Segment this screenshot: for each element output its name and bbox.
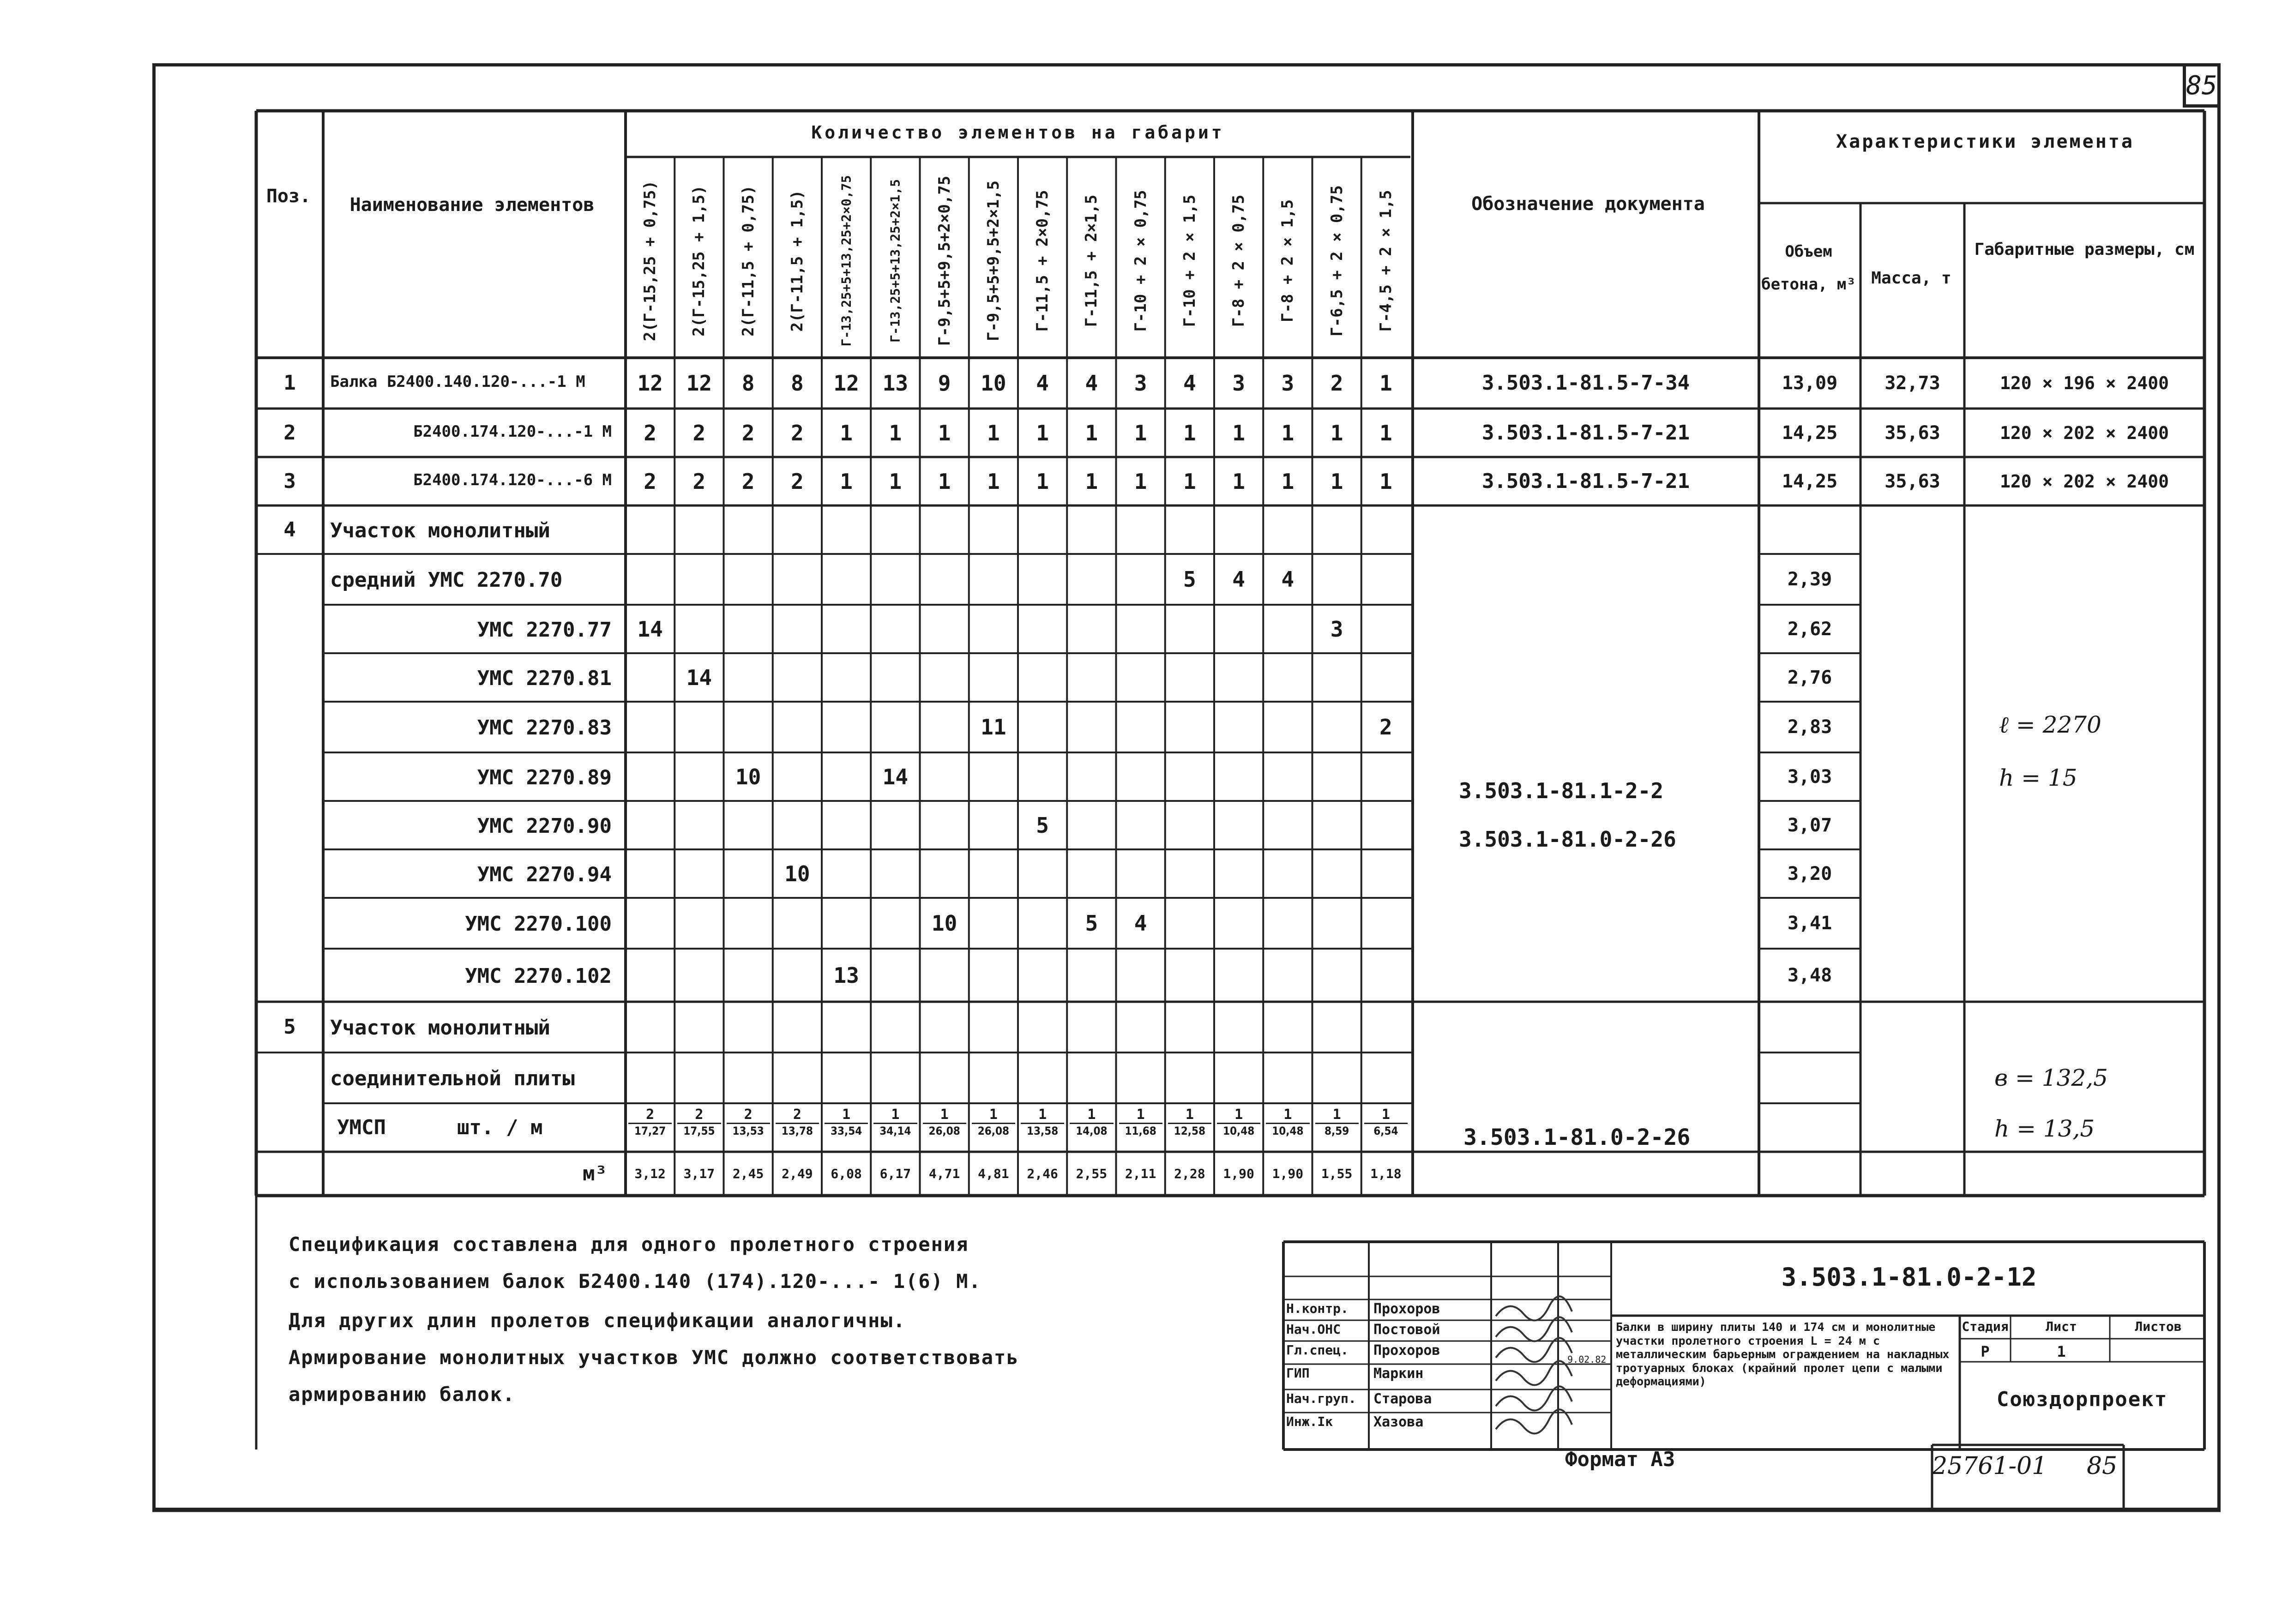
row-name: Участок монолитный [330, 518, 550, 542]
stamp-stage: Р [1981, 1343, 1990, 1360]
stamp-role: Нач.ОНС [1286, 1322, 1341, 1337]
gabarit-header: Г-8 + 2 × 1,5 [1278, 199, 1297, 323]
dims-section4-h: h = 15 [1999, 764, 2077, 791]
row-volume: 13,09 [1782, 373, 1838, 394]
gabarit-header: Г-11,5 + 2×1,5 [1082, 194, 1101, 327]
row-name: соединительной плиты [330, 1067, 575, 1090]
stamp-name: Хазова [1373, 1414, 1424, 1430]
qty-cell: 12 [686, 371, 712, 396]
qty-cell: 2 [692, 420, 706, 445]
qty-cell: 8 [791, 371, 804, 396]
row-mass: 32,73 [1885, 373, 1940, 394]
stamp-role: Инж.Iк [1286, 1414, 1333, 1429]
stamp-role: Н.контр. [1286, 1301, 1349, 1316]
qty-cell: 14 [637, 616, 663, 642]
qty-cell: 5 [1036, 812, 1049, 838]
dims-section4-l: ℓ = 2270 [1999, 711, 2101, 738]
m3-value: 1,18 [1370, 1166, 1402, 1181]
umsp-fraction [972, 1108, 1015, 1137]
qty-cell: 1 [1232, 469, 1245, 494]
doc-section5: 3.503.1-81.0-2-26 [1463, 1125, 1691, 1150]
umsp-length: 6,54 [1373, 1125, 1398, 1137]
qty-cell: 1 [1036, 420, 1049, 445]
row-volume: 2,39 [1787, 569, 1832, 590]
umsp-length: 13,58 [1026, 1125, 1059, 1137]
umsp-fraction [1168, 1108, 1211, 1137]
umsp-fraction [825, 1108, 868, 1137]
umsp-length: 11,68 [1125, 1125, 1156, 1137]
umsp-fraction [923, 1108, 966, 1137]
qty-cell: 3 [1134, 371, 1147, 396]
qty-cell: 1 [1036, 469, 1049, 494]
gabarit-header: Г-13,25+5+13,25+2×1,5 [887, 179, 903, 343]
row-pos: 4 [283, 517, 296, 541]
umsp-count: 1 [1070, 1108, 1113, 1124]
row-pos: 1 [283, 371, 296, 395]
umsp-fraction [1119, 1108, 1162, 1137]
umsp-length: 10,48 [1222, 1125, 1255, 1137]
umsp-length: 8,59 [1324, 1125, 1349, 1137]
row-name: УМС 2270.100 [465, 912, 612, 936]
m3-value: 2,55 [1076, 1166, 1108, 1181]
qty-cell: 14 [882, 764, 909, 789]
archive-number: 25761-01 [1932, 1452, 2047, 1480]
umsp-length: 10,48 [1272, 1125, 1304, 1137]
umsp-count: 2 [677, 1108, 721, 1124]
row-pos: 5 [283, 1015, 296, 1039]
qty-cell: 10 [981, 371, 1006, 396]
stamp-role: Гл.спец. [1286, 1342, 1349, 1358]
qty-cell: 1 [1379, 371, 1392, 396]
header-name: Наименование элементов [349, 194, 595, 216]
qty-cell: 2 [644, 420, 656, 445]
umsp-fraction [1266, 1108, 1309, 1137]
qty-cell: 2 [791, 420, 804, 445]
row-name: Балка Б2400.140.120-...-1 М [330, 373, 585, 391]
umsp-fraction [1217, 1108, 1260, 1137]
gabarit-header: Г-9,5+5+9,5+2×1,5 [984, 180, 1003, 341]
qty-cell: 2 [741, 420, 755, 445]
umsp-count: 2 [776, 1108, 819, 1124]
doc-section4-b: 3.503.1-81.0-2-26 [1459, 827, 1676, 852]
qty-cell: 10 [784, 861, 810, 886]
row-dims: 120 × 202 × 2400 [1999, 422, 2169, 443]
m3-value: 4,71 [928, 1166, 960, 1181]
gabarit-header: 2(Г-15,25 + 0,75) [641, 180, 660, 341]
umsp-length: 26,08 [928, 1125, 960, 1137]
m3-value: 2,45 [732, 1166, 764, 1181]
gabarit-header: Г-8 + 2 × 0,75 [1229, 194, 1248, 327]
umsp-fraction [1021, 1108, 1064, 1137]
qty-cell: 2 [741, 469, 755, 494]
note-line: армированию балок. [289, 1383, 516, 1406]
umsp-count: 1 [873, 1108, 917, 1124]
stamp-date: 9.02.82 [1567, 1354, 1607, 1365]
gabarit-header: Г-13,25+5+13,25+2×0,75 [838, 175, 854, 347]
header-char-group: Характеристики элемента [1836, 131, 2134, 152]
gabarit-header: 2(Г-11,5 + 1,5) [788, 190, 807, 332]
m3-value: 2,28 [1174, 1166, 1205, 1181]
m3-value: 3,12 [634, 1166, 666, 1181]
qty-cell: 9 [938, 371, 951, 396]
umsp-unit: шт. / м [457, 1115, 543, 1139]
row-name: Б2400.174.120-...-6 М [413, 470, 612, 489]
stamp-role: ГИП [1286, 1365, 1310, 1381]
gabarit-header: 2(Г-15,25 + 1,5) [690, 185, 709, 337]
umsp-fraction [776, 1108, 819, 1137]
row-name: УМС 2270.102 [465, 964, 612, 988]
qty-cell: 1 [1085, 469, 1098, 494]
qty-cell: 4 [1183, 371, 1196, 396]
umsp-fraction [873, 1108, 917, 1137]
qty-cell: 3 [1281, 371, 1295, 396]
umsp-length: 33,54 [830, 1125, 862, 1137]
row-volume: 14,25 [1782, 422, 1838, 444]
qty-cell: 4 [1134, 911, 1147, 936]
header-pos: Поз. [266, 186, 311, 207]
qty-cell: 1 [840, 469, 853, 494]
row-pos: 2 [283, 421, 296, 445]
umsp-count: 1 [1266, 1108, 1309, 1124]
umsp-length: 34,14 [879, 1125, 911, 1137]
row-name: УМС 2270.77 [477, 618, 612, 642]
qty-cell: 1 [938, 420, 951, 445]
note-line: Армирование монолитных участков УМС должно соответствовать [289, 1346, 1019, 1369]
qty-cell: 1 [889, 469, 902, 494]
umsp-count: 1 [1021, 1108, 1064, 1124]
umsp-count: 1 [1364, 1108, 1408, 1124]
qty-cell: 13 [833, 962, 859, 988]
row-volume: 2,83 [1787, 716, 1832, 738]
umsp-count: 2 [727, 1108, 770, 1124]
row-volume: 3,48 [1787, 964, 1832, 986]
umsp-count: 1 [972, 1108, 1015, 1124]
m3-value: 4,81 [978, 1166, 1009, 1181]
header-mass: Масса, т [1871, 269, 1951, 288]
umsp-count: 1 [825, 1108, 868, 1124]
umsp-length: 17,27 [634, 1125, 666, 1137]
qty-cell: 1 [1281, 420, 1295, 445]
umsp-label: УМСП [337, 1115, 386, 1139]
m3-value: 2,49 [782, 1166, 813, 1181]
qty-cell: 1 [1330, 469, 1343, 494]
umsp-count: 1 [1168, 1108, 1211, 1124]
m3-value: 2,46 [1027, 1166, 1058, 1181]
qty-cell: 2 [1379, 715, 1392, 740]
page-number: 85 [2183, 63, 2221, 108]
m3-value: 6,17 [879, 1166, 911, 1181]
row-volume: 3,03 [1787, 766, 1832, 788]
qty-cell: 1 [1134, 469, 1147, 494]
qty-cell: 1 [1085, 420, 1098, 445]
gabarit-header: 2(Г-11,5 + 0,75) [739, 185, 758, 337]
m3-label: м³ [583, 1161, 607, 1185]
qty-cell: 3 [1330, 616, 1343, 642]
qty-cell: 10 [735, 764, 761, 789]
qty-cell: 1 [1134, 420, 1147, 445]
stamp-stage-label: Стадия [1962, 1319, 2009, 1334]
m3-value: 1,90 [1272, 1166, 1304, 1181]
row-volume: 3,20 [1787, 863, 1832, 884]
m3-value: 6,08 [831, 1166, 862, 1181]
qty-cell: 4 [1281, 567, 1295, 592]
qty-cell: 5 [1183, 567, 1196, 592]
m3-value: 1,55 [1321, 1166, 1353, 1181]
qty-cell: 1 [1379, 420, 1392, 445]
qty-cell: 2 [1330, 371, 1343, 396]
qty-cell: 4 [1232, 567, 1245, 592]
gabarit-header: Г-10 + 2 × 1,5 [1180, 194, 1199, 327]
qty-cell: 1 [1281, 469, 1295, 494]
row-name: средний УМС 2270.70 [330, 568, 563, 592]
row-volume: 2,62 [1787, 618, 1832, 640]
umsp-length: 13,53 [732, 1125, 764, 1137]
stamp-sheet: 1 [2057, 1343, 2066, 1360]
qty-cell: 12 [637, 371, 663, 396]
umsp-fraction [628, 1108, 672, 1137]
stamp-name: Прохоров [1373, 1342, 1440, 1359]
note-line: с использованием балок Б2400.140 (174).120-...- 1(6) М. [289, 1270, 981, 1293]
qty-cell: 12 [833, 371, 859, 396]
stamp-name: Постовой [1373, 1322, 1440, 1338]
stamp-name: Старова [1373, 1391, 1432, 1407]
row-name: УМС 2270.81 [477, 666, 612, 690]
stamp-org: Союздорпроект [1996, 1388, 2168, 1411]
qty-cell: 1 [1183, 420, 1196, 445]
gabarit-header: Г-4,5 + 2 × 1,5 [1376, 190, 1395, 332]
qty-cell: 2 [692, 469, 706, 494]
row-dims: 120 × 196 × 2400 [1999, 373, 2169, 393]
dims-section5-h: h = 13,5 [1994, 1115, 2095, 1142]
stamp-sheets-label: Листов [2135, 1319, 2182, 1334]
note-line: Для других длин пролетов спецификации аналогичны. [289, 1309, 906, 1332]
header-qty-group: Количество элементов на габарит [811, 122, 1225, 143]
qty-cell: 11 [981, 715, 1006, 740]
row-name: УМС 2270.89 [477, 765, 612, 789]
header-dims: Габаритные размеры, см [1974, 240, 2195, 259]
umsp-fraction [677, 1108, 721, 1137]
umsp-count: 2 [628, 1108, 672, 1124]
qty-cell: 1 [987, 420, 1000, 445]
umsp-count: 1 [923, 1108, 966, 1124]
umsp-count: 1 [1217, 1108, 1260, 1124]
umsp-length: 13,78 [781, 1125, 813, 1137]
qty-cell: 8 [741, 371, 755, 396]
doc-section4-a: 3.503.1-81.1-2-2 [1459, 778, 1664, 803]
qty-cell: 4 [1085, 371, 1098, 396]
qty-cell: 1 [938, 469, 951, 494]
stamp-code: 3.503.1-81.0-2-12 [1781, 1263, 2037, 1292]
row-designation: 3.503.1-81.5-7-34 [1481, 371, 1690, 395]
stamp-sheet-label: Лист [2046, 1319, 2077, 1334]
qty-cell: 2 [791, 469, 804, 494]
qty-cell: 1 [840, 420, 853, 445]
row-dims: 120 × 202 × 2400 [1999, 471, 2169, 492]
umsp-length: 12,58 [1174, 1125, 1206, 1137]
qty-cell: 1 [1330, 420, 1343, 445]
umsp-length: 26,08 [977, 1125, 1010, 1137]
qty-cell: 3 [1232, 371, 1245, 396]
qty-cell: 1 [987, 469, 1000, 494]
umsp-length: 17,55 [683, 1125, 715, 1137]
stamp-name: Маркин [1373, 1365, 1424, 1382]
row-name: Б2400.174.120-...-1 М [413, 422, 612, 441]
qty-cell: 1 [1232, 420, 1245, 445]
row-name: УМС 2270.90 [477, 814, 612, 838]
format-label: Формат А3 [1565, 1448, 1675, 1471]
stamp-description: Балки в ширину плиты 140 и 174 см и монолитные участки пролетного строения L = 24 м с металлическим барьерным ограждением на накладных тротуарных блоках (крайний пролет цепи с малыми деформациями) [1616, 1320, 1950, 1388]
m3-value: 3,17 [683, 1166, 715, 1181]
qty-cell: 1 [1379, 469, 1392, 494]
qty-cell: 4 [1036, 371, 1049, 396]
row-name: Участок монолитный [330, 1016, 550, 1040]
row-volume: 3,41 [1787, 913, 1832, 934]
umsp-fraction [1315, 1108, 1359, 1137]
m3-value: 1,90 [1223, 1166, 1254, 1181]
gabarit-header: Г-10 + 2 × 0,75 [1131, 190, 1150, 332]
qty-cell: 5 [1085, 911, 1098, 936]
stamp-name: Прохоров [1373, 1301, 1440, 1317]
row-designation: 3.503.1-81.5-7-21 [1481, 469, 1690, 493]
row-volume: 3,07 [1787, 814, 1832, 836]
m3-value: 2,11 [1125, 1166, 1156, 1181]
header-designation: Обозначение документа [1471, 193, 1705, 215]
header-volume: Объем бетона, м³ [1761, 242, 1856, 294]
stamp-role: Нач.груп. [1286, 1391, 1356, 1406]
row-name: УМС 2270.83 [477, 716, 612, 740]
dims-section5-b: в = 132,5 [1994, 1065, 2108, 1091]
umsp-count: 1 [1119, 1108, 1162, 1124]
row-name: УМС 2270.94 [477, 862, 612, 886]
qty-cell: 13 [882, 371, 909, 396]
gabarit-header: Г-11,5 + 2×0,75 [1033, 190, 1052, 332]
note-line: Спецификация составлена для одного пролетного строения [289, 1233, 969, 1256]
qty-cell: 1 [1183, 469, 1196, 494]
umsp-fraction [727, 1108, 770, 1137]
row-volume: 2,76 [1787, 667, 1832, 688]
umsp-fraction [1364, 1108, 1408, 1137]
qty-cell: 14 [686, 665, 712, 690]
row-mass: 35,63 [1885, 422, 1940, 444]
qty-cell: 1 [889, 420, 902, 445]
umsp-length: 14,08 [1076, 1125, 1108, 1137]
qty-cell: 10 [931, 911, 957, 936]
gabarit-header: Г-9,5+5+9,5+2×0,75 [935, 175, 954, 346]
umsp-fraction [1070, 1108, 1113, 1137]
qty-cell: 2 [644, 469, 656, 494]
gabarit-header: Г-6,5 + 2 × 0,75 [1327, 185, 1346, 337]
row-mass: 35,63 [1885, 470, 1940, 492]
row-designation: 3.503.1-81.5-7-21 [1481, 421, 1690, 445]
row-volume: 14,25 [1782, 470, 1838, 492]
row-pos: 3 [283, 469, 296, 493]
umsp-count: 1 [1315, 1108, 1359, 1124]
archive-page: 85 [2087, 1452, 2118, 1480]
